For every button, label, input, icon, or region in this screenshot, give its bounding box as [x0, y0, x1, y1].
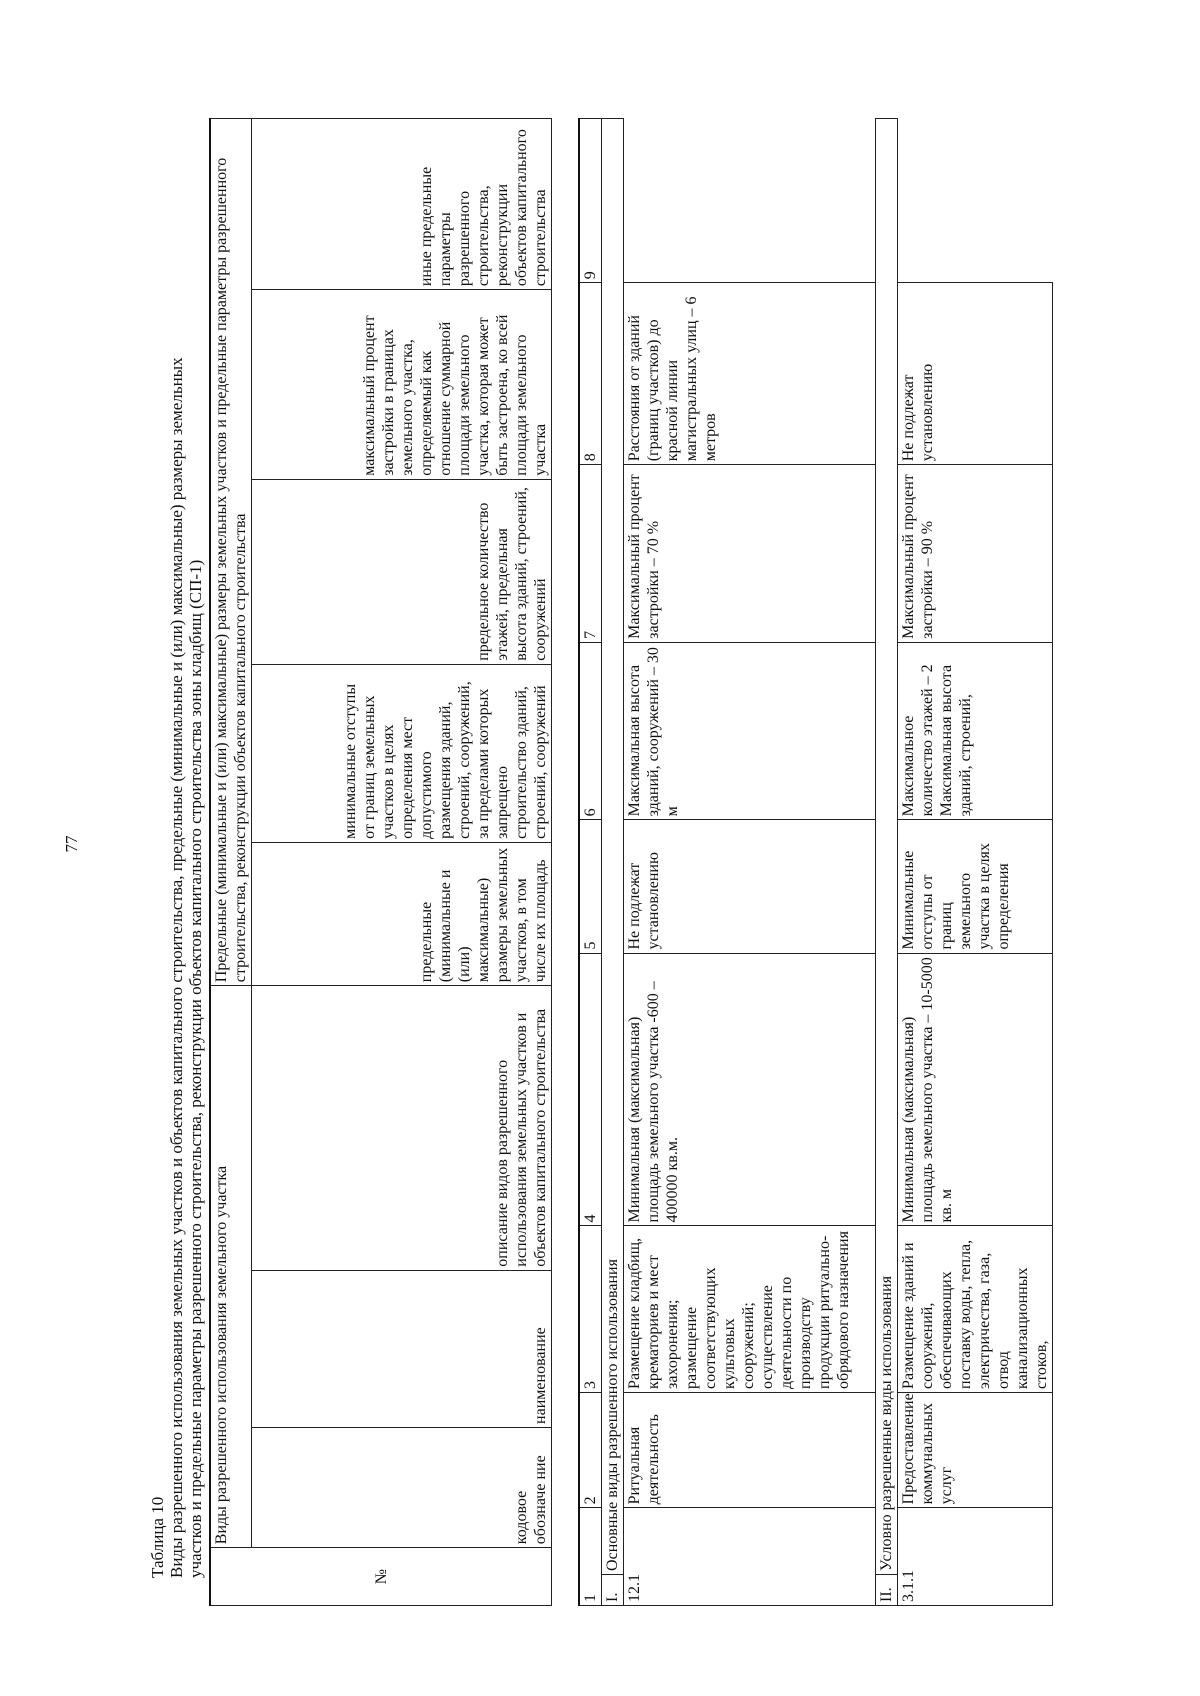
- header-code: кодовое обозначе ние: [252, 1427, 552, 1547]
- column-number: 9: [579, 119, 602, 283]
- caption-label: Таблица 10: [148, 1496, 167, 1578]
- rotated-page-content: [148, 106, 1053, 1606]
- header-group-use: Виды разрешенного использования земельного участка: [210, 986, 252, 1548]
- header-table: [209, 118, 552, 1606]
- cell-coverage: Максимальный процент застройки – 70 %: [624, 465, 876, 643]
- cell-area: Минимальная (максимальная) площадь земельного участка -600 – 400000 кв.м.: [624, 953, 876, 1226]
- cell-floors: Максимальная высота зданий, сооружений – 30 м: [624, 642, 876, 820]
- section-header-row: [602, 119, 624, 1606]
- table-row: [624, 119, 876, 1606]
- header-floors: предельное количество этажей, предельная высота зданий, строений, сооружений: [252, 479, 552, 664]
- cell-name: Ритуальная деятельность: [624, 1392, 876, 1507]
- section-title: Основные виды разрешенного использования: [602, 119, 624, 1575]
- section-roman: I.: [602, 1574, 624, 1605]
- header-setbacks: минимальные отступы от границ земельных участков в целях определения мест допустимого размещения зданий, строений, сооружений, за пределами которых запрещено строительство зданий, строений, сооружений: [252, 664, 552, 842]
- header-group-params: Предельные (минимальные и (или) максимальные) размеры земельных участков и предельные параметры разрешенного строительства, реконструкции объектов капитального строительства: [210, 119, 252, 986]
- column-number-row: [579, 119, 602, 1606]
- column-number: 8: [579, 283, 602, 465]
- header-area: предельные (минимальные и (или) максимальные) размеры земельных участков, в том числе их площадь: [252, 842, 552, 985]
- column-number: 5: [579, 820, 602, 953]
- body-table: [578, 118, 1053, 1606]
- cell-other: Не подлежат установлению: [898, 283, 1053, 465]
- section-title: Условно разрешенные виды использования: [876, 119, 898, 1575]
- caption-line-2: участков и предельные параметры разрешенного строительства, реконструкции объектов капитального строительства зоны кладбищ (СП-1): [186, 559, 205, 1578]
- cell-setbacks: Минимальные отступы от границ земельного участка в целях определения: [898, 820, 1053, 953]
- section-header-row: [876, 119, 898, 1606]
- header-other: иные предельные параметры разрешенного строительства, реконструкции объектов капитального строительства: [252, 119, 552, 290]
- cell-code: 3.1.1: [898, 1508, 1053, 1606]
- cell-code: 12.1: [624, 1508, 876, 1606]
- table-row: [898, 119, 1053, 1606]
- section-roman: II.: [876, 1574, 898, 1605]
- column-number: 7: [579, 465, 602, 643]
- cell-description: Размещение кладбищ, крематориев и мест захоронения; размещение соответствующих культовых сооружений; осуществление деятельности по производству продукции ритуально-обрядового назначения: [624, 1226, 876, 1392]
- column-number: 1: [579, 1508, 602, 1606]
- page-number: 77: [62, 835, 81, 853]
- column-number: 3: [579, 1226, 602, 1392]
- cell-coverage: Максимальный процент застройки – 90 %: [898, 465, 1053, 643]
- header-description: описание видов разрешенного использования земельных участков и объектов капитального строительства: [252, 986, 552, 1270]
- cell-floors: Максимальное количество этажей – 2 Максимальная высота зданий, строений,: [898, 642, 1053, 820]
- cell-area: Минимальная (максимальная) площадь земельного участка – 10-5000 кв. м: [898, 953, 1053, 1226]
- column-number: 6: [579, 642, 602, 820]
- column-number: 2: [579, 1392, 602, 1507]
- cell-other: Расстояния от зданий (границ участков) до красной линии магистральных улиц – 6 метров: [624, 283, 876, 465]
- cell-description: Размещение зданий и сооружений, обеспечивающих поставку воды, тепла, электричества, газа, отвод канализационных стоков,: [898, 1226, 1053, 1392]
- header-name: наименование: [252, 1270, 552, 1427]
- cell-name: Предоставление коммунальных услуг: [898, 1392, 1053, 1507]
- column-number: 4: [579, 953, 602, 1226]
- cell-setbacks: Не подлежат установлению: [624, 820, 876, 953]
- table-caption: [148, 106, 205, 1578]
- header-no: №: [210, 1548, 552, 1606]
- header-coverage: максимальный процент застройки в границах земельного участка, определяемый как отношение суммарной площади земельного участка, которая может быть застроена, ко всей площади земельного участка: [252, 290, 552, 480]
- caption-line-1: Виды разрешенного использования земельных участков и объектов капитального строительства, предельные (минимальные и (или) максимальные) размеры земельных: [167, 357, 186, 1578]
